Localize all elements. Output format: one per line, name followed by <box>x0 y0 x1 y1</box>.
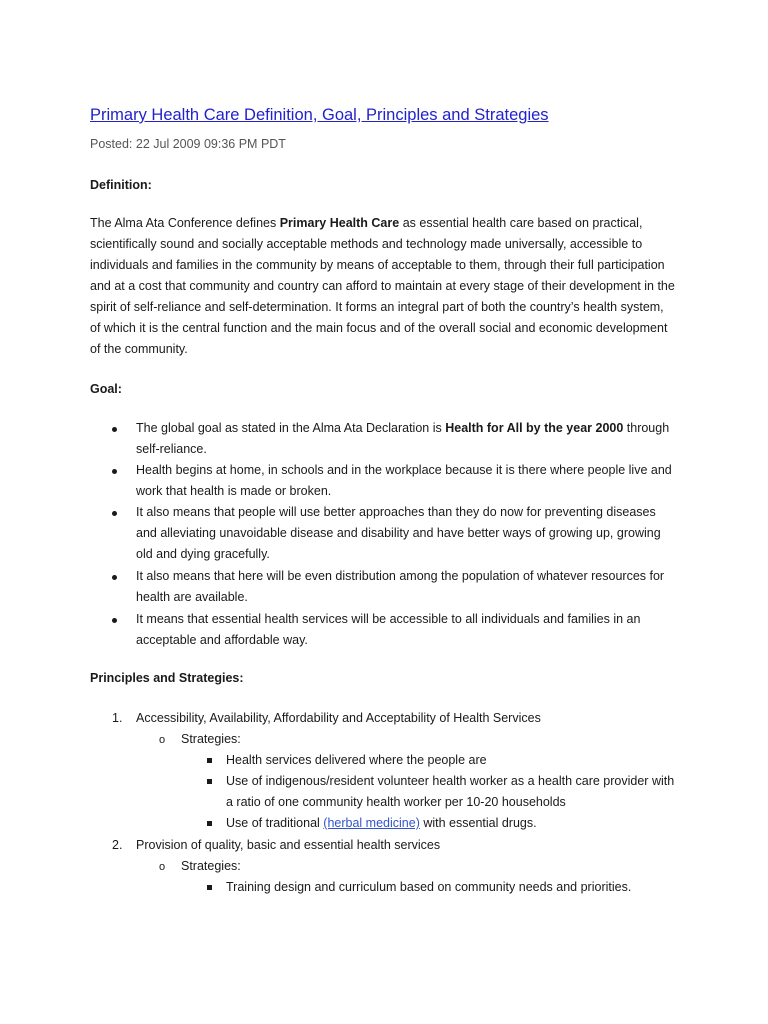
list-number: 1. <box>112 711 123 725</box>
strategy-item: Use of traditional (herbal medicine) with essential drugs. <box>226 816 537 830</box>
bullet-icon <box>112 575 117 580</box>
definition-line: spirit of self-reliance and self-determination. It forms an integral part of both the country’s health system, <box>90 300 664 314</box>
definition-line: of the community. <box>90 342 188 356</box>
posted-timestamp: Posted: 22 Jul 2009 09:36 PM PDT <box>90 137 286 151</box>
strategy-item: Training design and curriculum based on community needs and priorities. <box>226 880 632 894</box>
principle-item: Provision of quality, basic and essential health services <box>136 838 441 852</box>
herbal-medicine-link[interactable]: (herbal medicine) <box>323 816 420 830</box>
square-bullet-icon <box>207 821 212 826</box>
square-bullet-icon <box>207 779 212 784</box>
definition-line: and at a cost that community and country can afford to maintain at every stage of their development in the <box>90 279 675 293</box>
strategies-label: Strategies: <box>181 732 241 746</box>
definition-line: individuals and families in the community by means of acceptable to them, through their full participation <box>90 258 665 272</box>
square-bullet-icon <box>207 758 212 763</box>
definition-line: scientifically sound and socially acceptable methods and technology made universally, accessible to <box>90 237 643 251</box>
bullet-icon <box>112 618 117 623</box>
principle-item: Accessibility, Availability, Affordability and Acceptability of Health Services <box>136 711 541 725</box>
post-title-link[interactable]: Primary Health Care Definition, Goal, Principles and Strategies <box>90 106 549 124</box>
document-page: Primary Health Care Definition, Goal, Principles and Strategies Posted: 22 Jul 2009 09:36 PM PDT Definition: The Alma Ata Conference defines Primary Health Care as essential health care based on practical, scientifically sound and socially acceptable methods and technology made universally, accessible to individuals and families in the community by means of acceptable to them, through their full participation and at a cost that community and country can afford to maintain at every stage of their development in the spirit of self-reliance and self-determination. It forms an integral part of both the country’s health system, of which it is the central function and the main focus and of the overall social and economic development of the community. Goal: The global goal as stated in the Alma Ata Declaration is Health for All by the year 2000 through self-reliance. Health begins at home, in schools and in the workplace because it is there where people live and work that health is made or broken. It also means that people will use better approaches than they do now for preventing diseases and alleviating unavoidable disease and disability and have better ways of growing up, growing old and dying gracefully. It also means that here will be even distribution among the population of whatever resources for health are available. It means that essential health services will be accessible to all individuals and families in an acceptable and affordable way. Principles and Strategies: 1. Accessibility, Availability, Affordability and Acceptability of Health Services o Strategies: Health services delivered where the people are Use of indigenous/resident volunteer health worker as a health care provider with a ratio of one community health worker per 10-20 households Use of traditional (herbal medicine) with essential drugs. 2. Provision of quality, basic and essential health services o Strategies: Training design and curriculum based on community needs and priorities. <box>0 0 768 1024</box>
goal-heading: Goal: <box>90 382 122 396</box>
definition-paragraph <box>90 213 690 360</box>
strategy-item: Health services delivered where the people are <box>226 753 487 767</box>
bullet-icon <box>112 427 117 432</box>
strategy-item: Use of indigenous/resident volunteer health worker as a health care provider with a ratio of one community health worker per 10-20 households <box>226 774 675 809</box>
principles-heading: Principles and Strategies: <box>90 671 244 685</box>
square-bullet-icon <box>207 885 212 890</box>
bullet-icon <box>112 511 117 516</box>
list-number: 2. <box>112 838 123 852</box>
circle-bullet-icon: o <box>159 734 166 746</box>
definition-line: The Alma Ata Conference defines Primary Health Care as essential health care based on practical, <box>90 216 643 230</box>
definition-heading: Definition: <box>90 178 152 192</box>
strategies-label: Strategies: <box>181 859 241 873</box>
definition-line: of which it is the central function and the main focus and of the overall social and economic development <box>90 321 668 335</box>
bullet-icon <box>112 469 117 474</box>
circle-bullet-icon: o <box>159 861 166 873</box>
